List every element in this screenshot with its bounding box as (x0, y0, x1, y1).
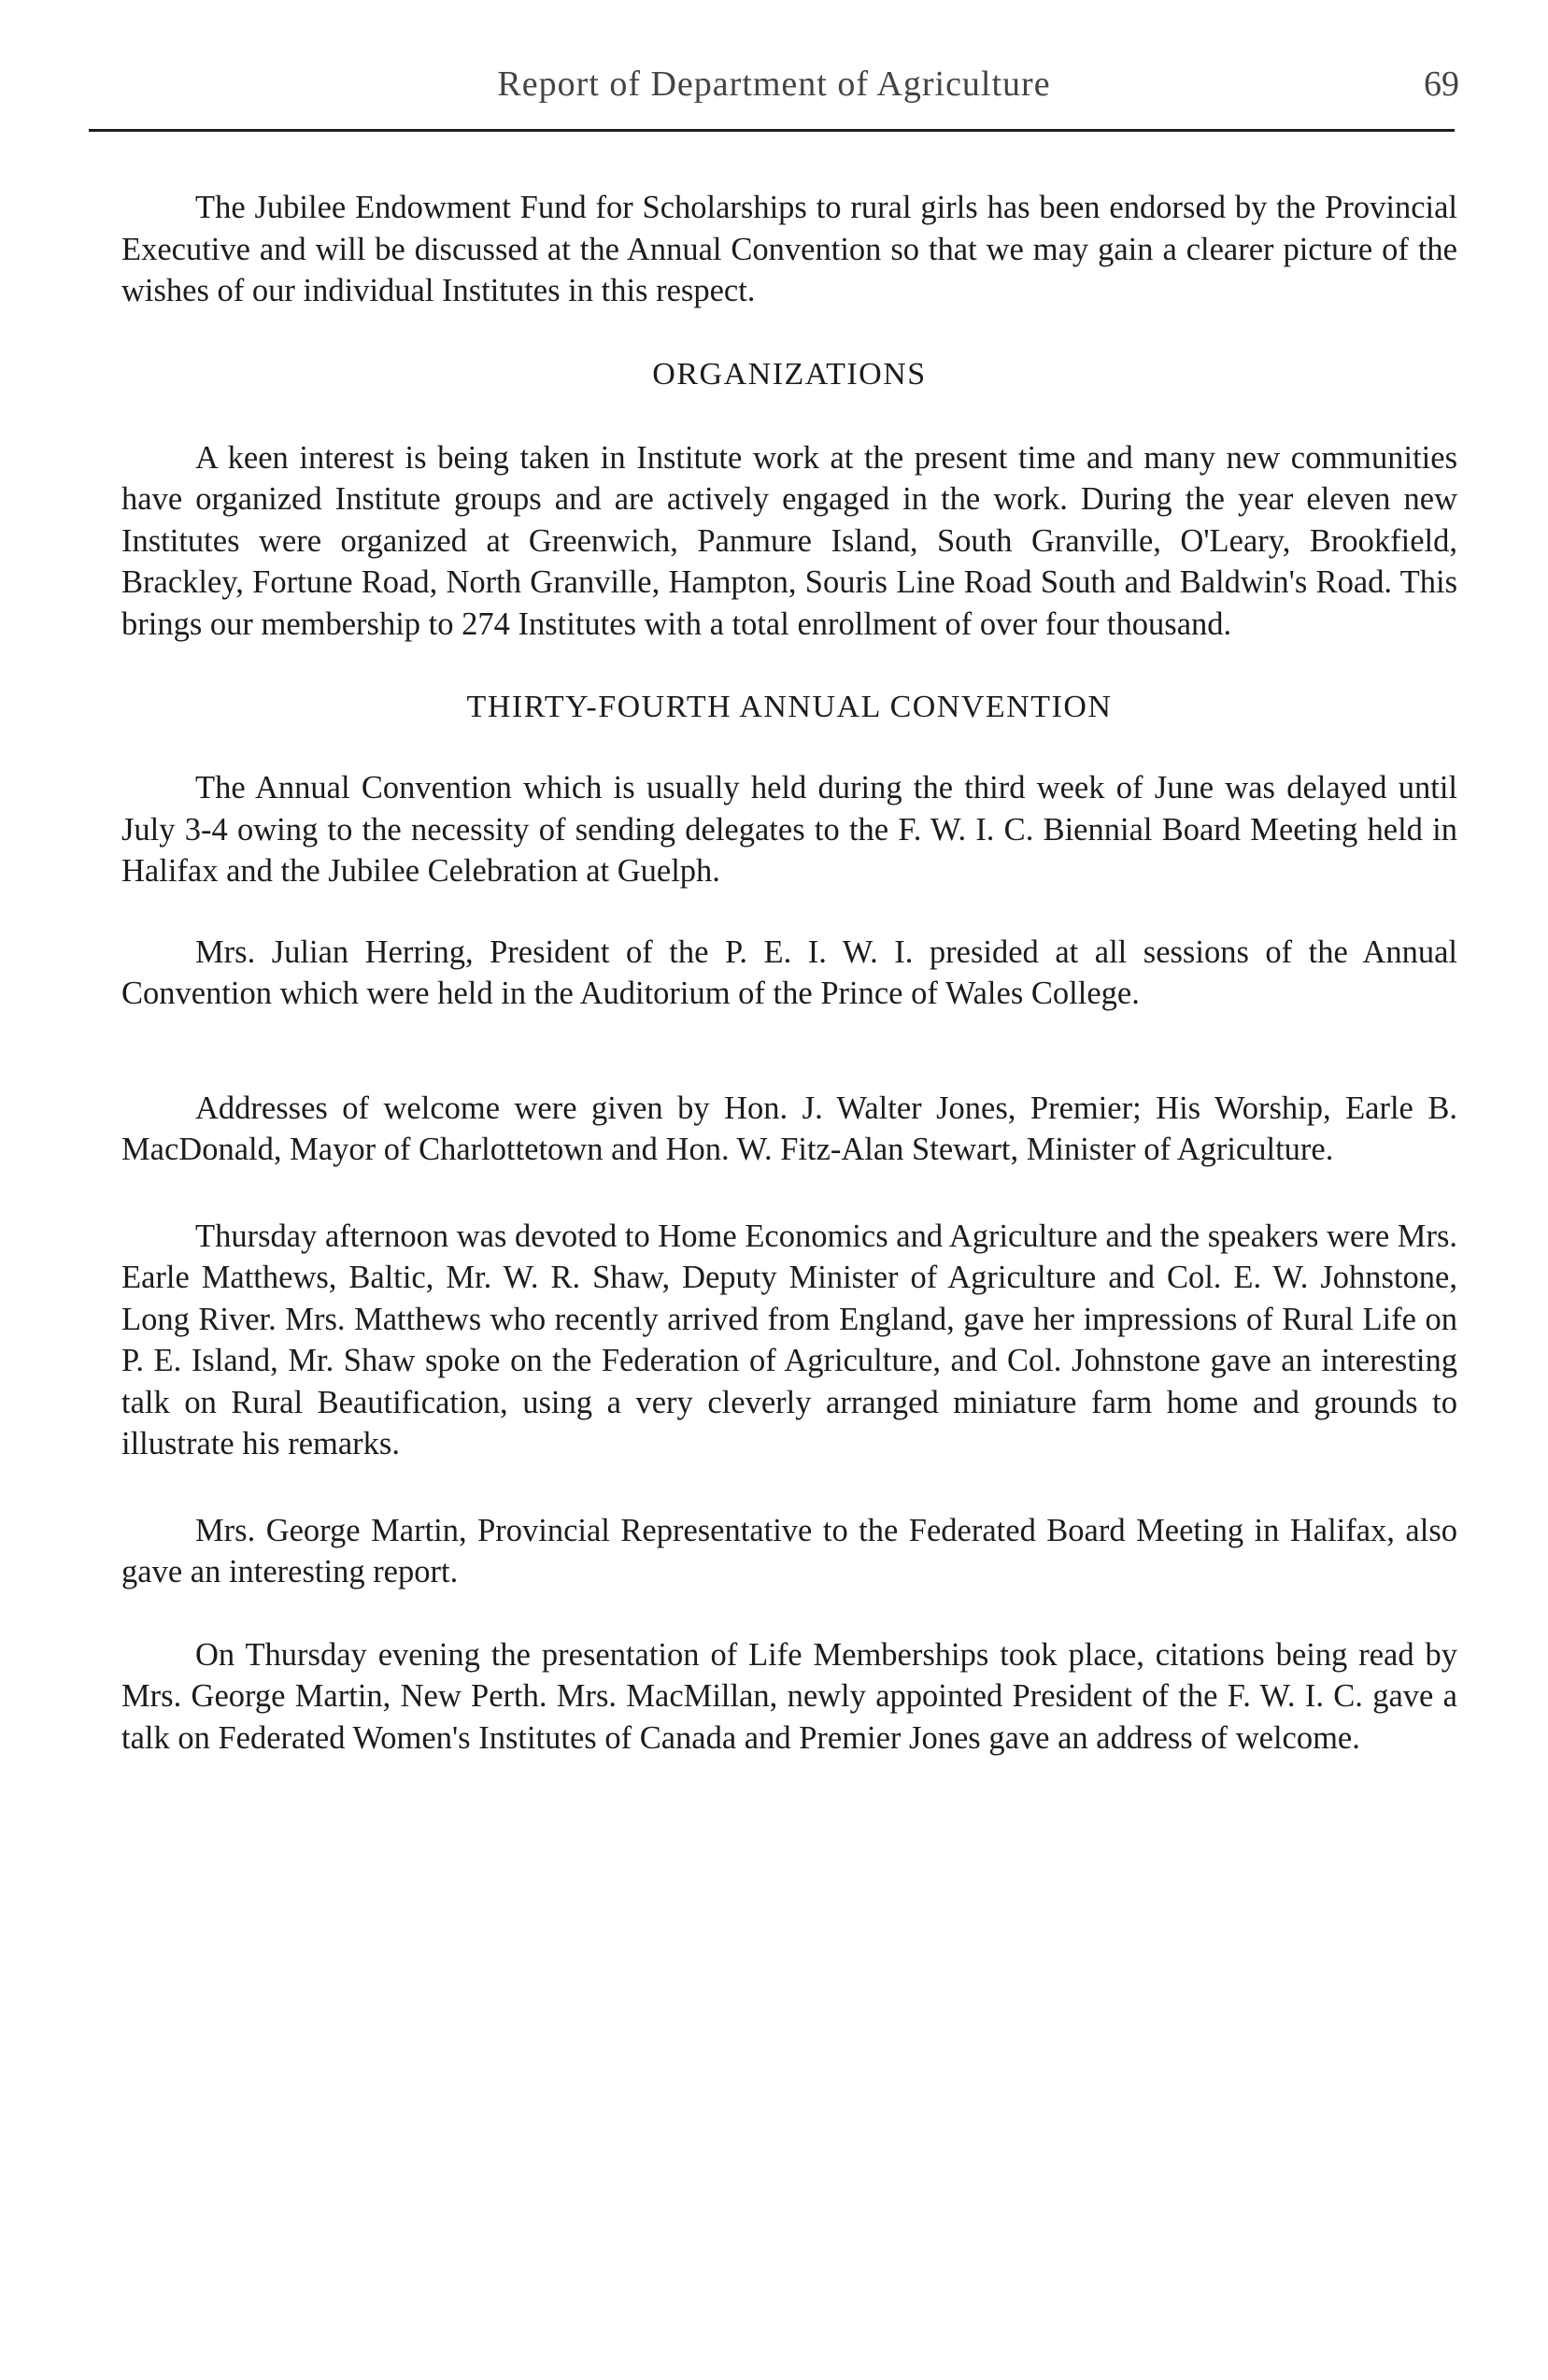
convention-paragraph: Addresses of welcome were given by Hon. J. Walter Jones, Premier; His Worship, Earle B. MacDonald, Mayor of Charlottetown and Hon. W. Fitz-Alan Stewart, Minister of Agriculture. (121, 1090, 1457, 1167)
page-body (121, 187, 1457, 1759)
convention-paragraph: Mrs. Julian Herring, President of the P. E. I. W. I. presided at all sessions of the Annual Convention which were held in the Auditorium of the Prince of Wales College. (121, 933, 1457, 1011)
convention-paragraph: The Annual Convention which is usually held during the third week of June was delayed until July 3-4 owing to the necessity of sending delegates to the F. W. I. C. Biennial Board Meeting held in Halifax and the Jubilee Celebration at Guelph. (121, 770, 1457, 889)
jubilee-fund-paragraph: The Jubilee Endowment Fund for Scholarships to rural girls has been endorsed by the Provincial Executive and will be discussed at the Annual Convention so that we may gain a clearer picture of the wishes of our individual Institutes in this respect. (121, 190, 1457, 308)
running-header (0, 64, 1548, 120)
convention-paragraph: Thursday afternoon was devoted to Home Economics and Agriculture and the speakers were Mrs. Earle Matthews, Baltic, Mr. W. R. Shaw, Deputy Minister of Agriculture and Col. E. W. Johnstone, Long River. Mrs. Matthews who recently arrived from England, gave her impressions of Rural Life on P. E. Island, Mr. Shaw spoke on the Federation of Agriculture, and Col. Johnstone gave an interesting talk on Rural Beautification, using a very cleverly arranged miniature farm home and grounds to illustrate his remarks. (121, 1218, 1457, 1461)
convention-paragraph: Mrs. George Martin, Provincial Representative to the Federated Board Meeting in Halifax, also gave an interesting report. (121, 1512, 1457, 1589)
running-title: Report of Department of Agriculture (497, 64, 1051, 104)
organizations-heading: ORGANIZATIONS (652, 356, 927, 392)
page-number: 69 (1424, 64, 1459, 104)
header-rule (89, 129, 1455, 132)
convention-paragraph: On Thursday evening the presentation of Life Memberships took place, citations being read by Mrs. George Martin, New Perth. Mrs. MacMillan, newly appointed President of the F. W. I. C. gave a talk on Federated Women's Institutes of Canada and Premier Jones gave an address of welcome. (121, 1636, 1457, 1756)
convention-heading: THIRTY-FOURTH ANNUAL CONVENTION (466, 690, 1113, 724)
organizations-paragraph: A keen interest is being taken in Institute work at the present time and many new communities have organized Institute groups and are actively engaged in the work. During the year eleven new Institutes were organized at Greenwich, Panmure Island, South Granville, O'Leary, Brookfield, Brackley, Fortune Road, North Granville, Hampton, Souris Line Road South and Baldwin's Road. This brings our membership to 274 Institutes with a total enrollment of over four thousand. (121, 439, 1457, 642)
